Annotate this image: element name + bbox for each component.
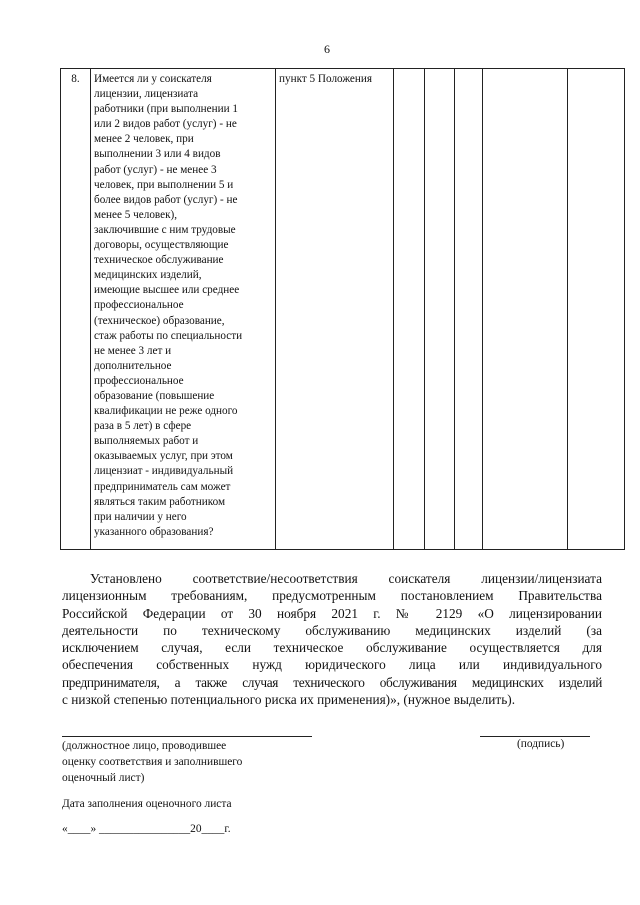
conclusion-paragraph [62, 570, 602, 708]
criterion-line: образование (повышение [94, 389, 215, 402]
criterion-line: работники (при выполнении 1 [94, 103, 238, 116]
answer-cell-yes[interactable] [394, 69, 425, 550]
criterion-line: не менее 3 лет и [94, 344, 172, 357]
criterion-line: профессиональное [94, 374, 184, 387]
criterion-line: (техническое) образование, [94, 314, 225, 327]
criterion-line: оказываемых услуг, при этом [94, 450, 233, 463]
row-number: 8. [61, 69, 91, 550]
criterion-line: указанного образования? [94, 525, 214, 538]
criterion-line: раза в 5 лет) в сфере [94, 420, 192, 433]
criterion-line: профессиональное [94, 299, 184, 312]
conclusion-line: предпринимателя, а также случая технического обслуживания медицинских изделий [62, 674, 602, 690]
criterion-line: лицензии, лицензиата [94, 88, 199, 101]
official-caption-line: оценку соответствия и заполнившего [62, 756, 243, 768]
criterion-line: Имеется ли у соискателя [94, 73, 212, 85]
official-caption [62, 738, 242, 786]
criterion-line: лицензиат - индивидуальный [94, 465, 234, 478]
official-caption-line: оценочный лист) [62, 772, 145, 784]
signature-line [480, 736, 590, 737]
criterion-line: менее 2 человек, при [94, 133, 194, 146]
criterion-line: медицинских изделий, [94, 269, 202, 282]
criterion-line: менее 5 человек), [94, 208, 178, 221]
signature-caption: (подпись) [517, 738, 565, 750]
conclusion-line: с низкой степенью потенциального риска их применения)», (нужное выделить). [62, 692, 516, 708]
assessment-table [60, 68, 625, 550]
official-signature-line [62, 736, 312, 737]
criterion-line: выполняемых работ и [94, 435, 199, 448]
conclusion-line: деятельности по техническому обслуживанию медицинских изделий (за [62, 622, 602, 638]
answer-cell-na[interactable] [455, 69, 483, 550]
criterion-line: имеющие высшее или среднее [94, 284, 240, 297]
criterion-line: человек, при выполнении 5 и [94, 178, 234, 191]
criterion-line: выполнении 3 или 4 видов [94, 148, 221, 161]
conclusion-line: Российской Федерации от 30 ноября 2021 г. № 2129 «О лицензировании [62, 605, 602, 621]
notes-cell[interactable] [568, 69, 625, 550]
criterion-line: при наличии у него [94, 510, 187, 523]
official-caption-line: (должностное лицо, проводившее [62, 740, 227, 752]
criterion-line: техническое обслуживание [94, 254, 224, 267]
page-number: 6 [324, 42, 330, 56]
conclusion-line: исключением случая, если техническое обслуживание осуществляется для [62, 640, 602, 656]
evidence-cell[interactable] [483, 69, 568, 550]
conclusion-line: лицензионным требованиям, предусмотренным постановлением Правительства [62, 588, 602, 604]
fill-date-field[interactable]: «____» ________________20____г. [62, 823, 231, 835]
criterion-line: работ (услуг) - не менее 3 [94, 163, 217, 176]
criterion-line: договоры, осуществляющие [94, 239, 229, 252]
table-row [61, 69, 625, 550]
criterion-cell [91, 69, 276, 550]
criterion-line: более видов работ (услуг) - не [94, 193, 238, 206]
conclusion-line: обеспечения собственных нужд юридического лица или индивидуального [62, 657, 602, 673]
answer-cell-no[interactable] [425, 69, 455, 550]
criterion-line: являться таким работником [94, 495, 226, 508]
fill-date-label: Дата заполнения оценочного листа [62, 798, 232, 810]
criterion-line: дополнительное [94, 359, 172, 372]
reference-cell: пункт 5 Положения [276, 69, 394, 550]
criterion-line: предприниматель сам может [94, 480, 231, 493]
criterion-line: или 2 видов работ (услуг) - не [94, 118, 237, 131]
criterion-line: заключившие с ним трудовые [94, 223, 236, 236]
criterion-line: квалификации не реже одного [94, 405, 238, 418]
conclusion-line: Установлено соответствие/несоответствия соискателя лицензии/лицензиата [90, 571, 602, 586]
criterion-line: стаж работы по специальности [94, 329, 243, 342]
